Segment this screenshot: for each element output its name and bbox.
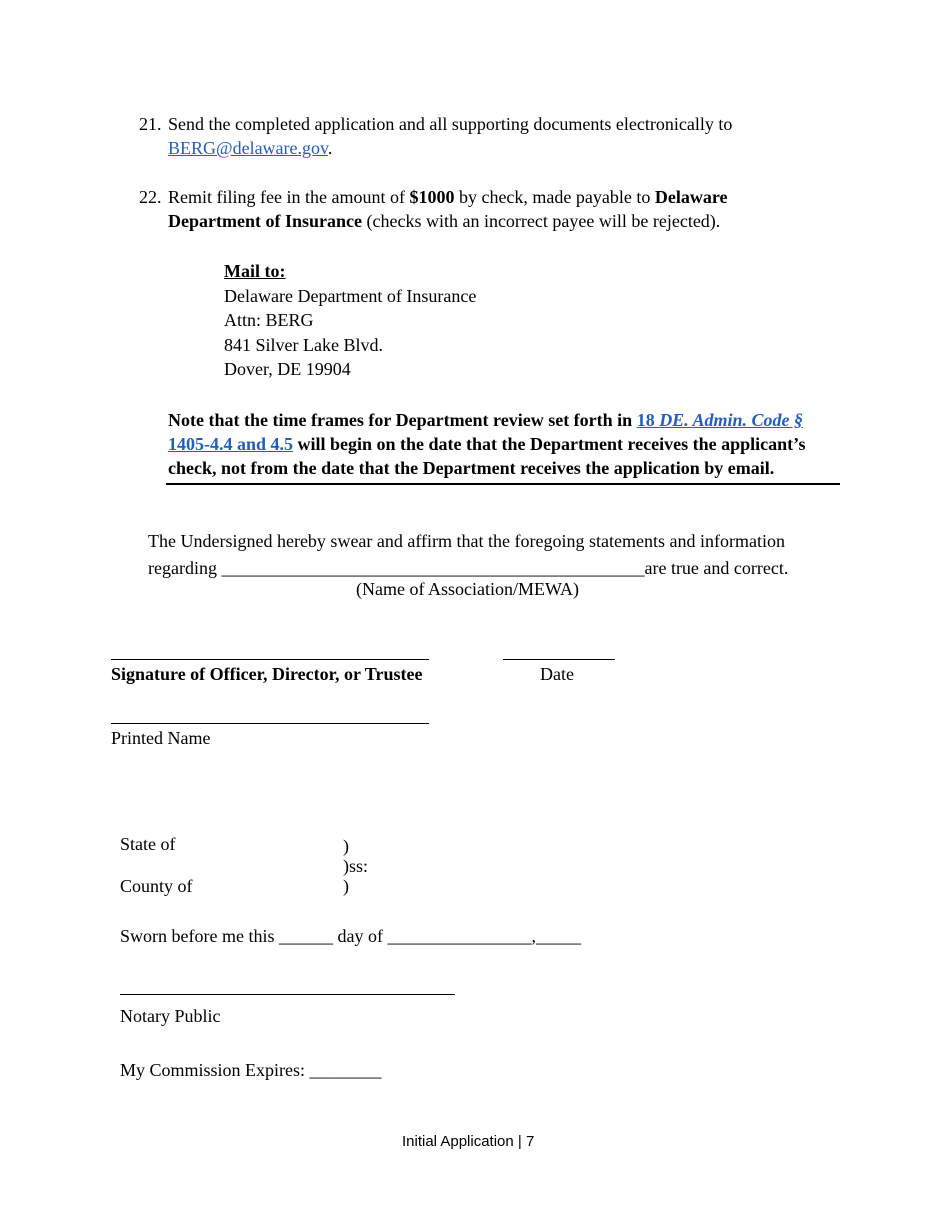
commission-line: My Commission Expires: ________ <box>120 1060 382 1080</box>
admin-code-link-cont[interactable]: 1405-4.4 and 4.5 <box>168 434 294 454</box>
email-link[interactable]: BERG@delaware.gov <box>168 138 328 158</box>
item-22-number: 22. <box>139 187 162 207</box>
payee-name-2: Department of Insurance <box>168 211 362 231</box>
fee-amount: $1000 <box>409 187 455 207</box>
payee-name-1: Delaware <box>654 187 728 207</box>
notary-signature-line[interactable] <box>120 994 455 995</box>
notary-label: Notary Public <box>120 1006 221 1026</box>
mail-line: Dover, DE 19904 <box>224 359 351 379</box>
note-divider <box>166 483 840 485</box>
item-22-text-a: Remit filing fee in the amount of <box>168 187 410 207</box>
note-line3: check, not from the date that the Department receives the application by email. <box>168 458 775 478</box>
paren-top: ) <box>343 836 349 856</box>
signature-label: Signature of Officer, Director, or Trustee <box>111 664 423 684</box>
item-22-text-b: by check, made payable to <box>454 187 655 207</box>
item-21-period: . <box>327 138 333 158</box>
mail-line: Attn: BERG <box>224 310 314 330</box>
mail-heading-text: Mail to: <box>224 261 286 281</box>
mail-line: 841 Silver Lake Blvd. <box>224 335 383 355</box>
printed-name-line[interactable] <box>111 723 429 724</box>
mail-line: Delaware Department of Insurance <box>224 286 477 306</box>
admin-code-link-italic: DE. Admin. Code § <box>659 410 804 430</box>
item-22-line1 <box>168 185 728 209</box>
county-label: County of <box>120 876 193 896</box>
item-21-number: 21. <box>139 114 162 134</box>
note-text: will begin on the date that the Department receives the applicant’s <box>293 434 806 454</box>
item-21-line2 <box>168 136 332 160</box>
affirm-text: are true and correct. <box>644 558 789 578</box>
note-line1 <box>168 408 803 432</box>
affirm-line1: The Undersigned hereby swear and affirm that the foregoing statements and information <box>148 531 785 551</box>
date-line[interactable] <box>503 659 615 660</box>
sworn-line: Sworn before me this ______ day of ________________,_____ <box>120 926 581 946</box>
admin-code-link-num: 18 <box>636 410 660 430</box>
association-caption: (Name of Association/MEWA) <box>356 579 579 599</box>
admin-code-link[interactable] <box>637 410 803 430</box>
printed-name-label: Printed Name <box>111 728 211 748</box>
note-line2 <box>168 432 805 456</box>
item-21-text: Send the completed application and all supporting documents electronically to <box>168 114 733 134</box>
paren-bottom: ) <box>343 876 349 896</box>
item-22-line2 <box>168 209 720 233</box>
note-text: Note that the time frames for Department review set forth in <box>168 410 637 430</box>
mail-heading <box>224 259 285 283</box>
affirm-text: regarding <box>148 558 222 578</box>
page-footer: Initial Application | 7 <box>402 1133 535 1150</box>
state-label: State of <box>120 834 176 854</box>
signature-line[interactable] <box>111 659 429 660</box>
item-22-text-c: (checks with an incorrect payee will be rejected). <box>361 211 721 231</box>
association-name-blank[interactable]: _______________________________________________ <box>221 558 645 578</box>
date-label: Date <box>540 664 574 684</box>
ss-label: )ss: <box>343 856 369 876</box>
